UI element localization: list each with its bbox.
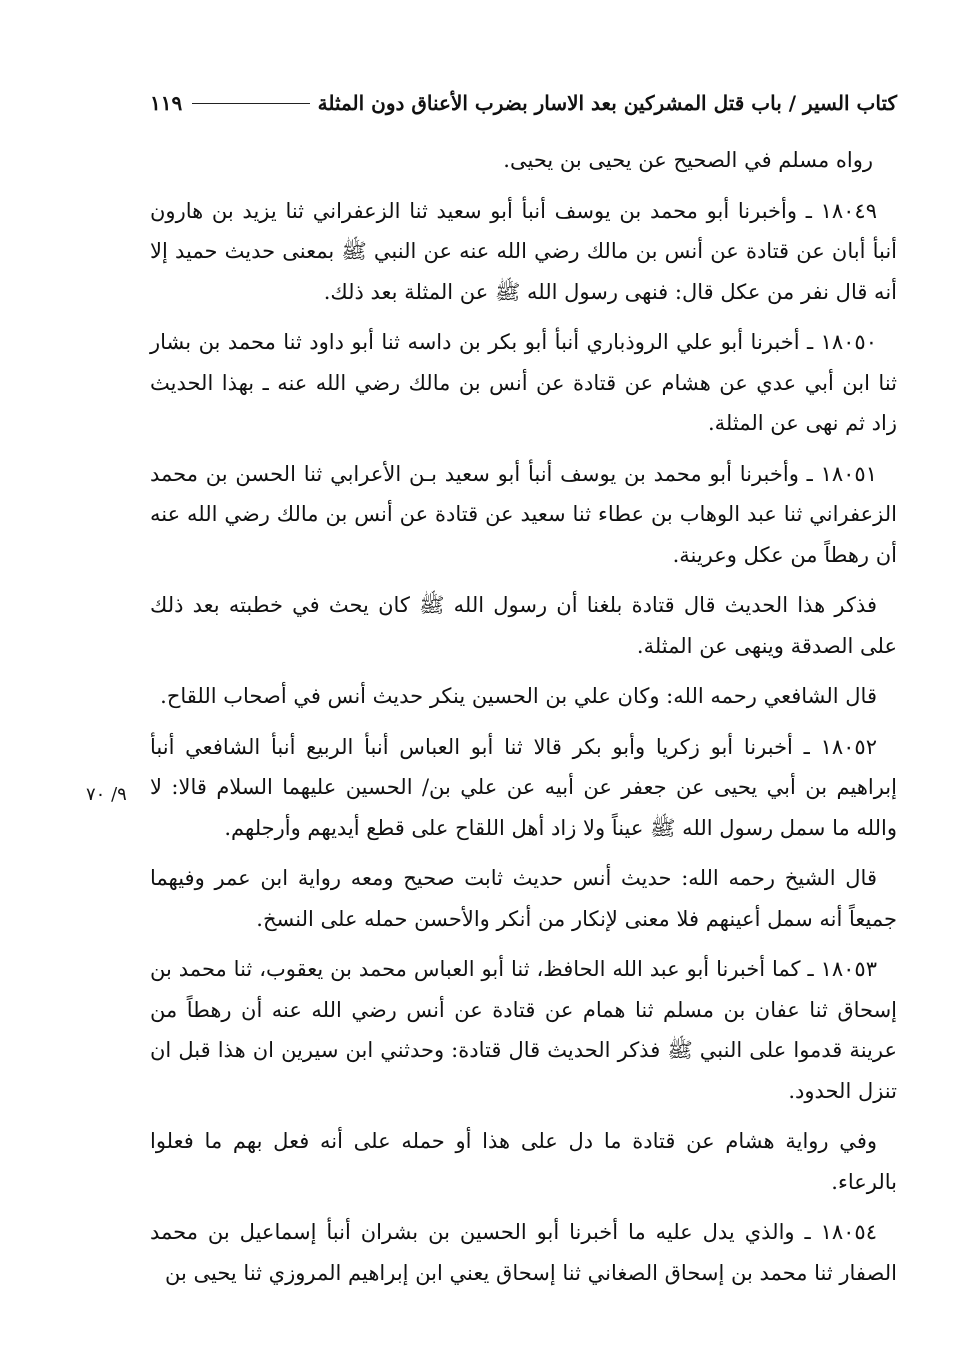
- margin-reference: ٩/ ٧٠: [86, 784, 127, 805]
- hadith-paragraph: ١٨٠٥٢ ـ أخبرنا أبو زكريا وأبو بكر قالا ثنا أبو العباس أنبأ الربيع أنبأ الشافعي أنبأ إبراهيم بن أبي يحيى عن جعفر عن أبيه عن علي بن/ الحسين عليهما السلام قالا: لا والله ما سمل رسول الله ﷺ عيناً ولا زاد أهل اللقاح على قطع أيديهم وأرجلهم.: [150, 734, 897, 840]
- hadith-paragraph: ١٨٠٤٩ ـ وأخبرنا أبو محمد بن يوسف أنبأ أبو سعيد ثنا الزعفراني ثنا يزيد بن هارون أنبأ أبان عن قتادة عن أنس بن مالك رضي الله عنه عن النبي ﷺ بمعنى حديث حميد إلا أنه قال نفر من عكل قال: فنهى رسول الله ﷺ عن المثلة بعد ذلك.: [150, 198, 897, 304]
- paragraph: قال الشافعي رحمه الله: وكان علي بن الحسين ينكر حديث أنس في أصحاب اللقاح.: [160, 684, 877, 708]
- hadith-paragraph: ١٨٠٥١ ـ وأخبرنا أبو محمد بن يوسف أنبأ أبو سعيد بـن الأعرابي ثنا الحسن بن محمد الزعفراني ثنا عبد الوهاب بن عطاء ثنا سعيد عن قتادة عن أنس بن مالك رضي الله عنه أن رهطاً من عكل وعرينة.: [150, 461, 897, 567]
- chapter-title: كتاب السير / باب قتل المشركين بعد الاسار بضرب الأعناق دون المثلة: [317, 91, 897, 115]
- hadith-paragraph: ١٨٠٥٣ ـ كما أخبرنا أبو عبد الله الحافظ، ثنا أبو العباس محمد بن يعقوب، ثنا محمد بن إسحاق ثنا عفان بن مسلم ثنا همام عن قتادة عن أنس رضي الله عنه أن رهطاً من عرينة قدموا على النبي ﷺ فذكر الحديث قال قتادة: وحدثني ابن سيرين ان هذا قبل ان تنزل الحدود.: [150, 957, 897, 1103]
- paragraph: فذكر هذا الحديث قال قتادة بلغنا أن رسول الله ﷺ كان يحث في خطبته بعد ذلك على الصدقة وينهى عن المثلة.: [150, 593, 897, 658]
- header-rule: [192, 103, 309, 104]
- paragraph: وفي رواية هشام عن قتادة ما دل على هذا أو حمله على أنه فعل بهم ما فعلوا بالرعاء.: [150, 1129, 897, 1194]
- hadith-paragraph: ١٨٠٥٤ ـ والذي يدل عليه ما أخبرنا أبو الحسين بن بشران أنبأ إسماعيل بن محمد الصفار ثنا محمد بن إسحاق الصغاني ثنا إسحاق يعني ابن إبراهيم المروزي ثنا يحيى بن: [150, 1220, 897, 1285]
- paragraph: قال الشيخ رحمه الله: حديث أنس حديث ثابت صحيح ومعه رواية ابن عمر وفيهما جميعاً أنه سمل أعينهم فلا معنى لإنكار من أنكر والأحسن حمله على النسخ.: [150, 866, 897, 931]
- page-body: [150, 140, 897, 1303]
- running-header: [150, 86, 897, 120]
- paragraph: رواه مسلم في الصحيح عن يحيى بن يحيى.: [503, 148, 873, 172]
- hadith-paragraph: ١٨٠٥٠ ـ أخبرنا أبو علي الروذباري أنبأ أبو بكر بن داسه ثنا أبو داود ثنا محمد بن بشار ثنا ابن أبي عدي عن هشام عن قتادة عن أنس بن مالك رضي الله عنه ـ بهذا الحديث زاد ثم نهى عن المثلة.: [150, 330, 897, 435]
- page-number: ١١٩: [150, 91, 183, 115]
